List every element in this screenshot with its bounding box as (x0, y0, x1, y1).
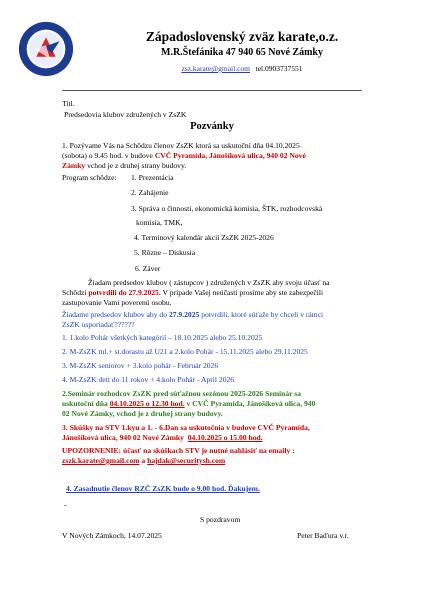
seminar-line-1: 2.Seminár rozhodcov ZsZK pred súťažnou sezónou 2025-2026 Seminár sa (62, 389, 302, 398)
header-divider (62, 90, 362, 91)
organization-contact (122, 64, 362, 73)
exam-line-1: 3. Skúšky na STV 1.kyu a 1. - 6.Dan sa uskutočnia v budove CVČ Pyramída, (62, 423, 310, 432)
program-item: 3. Správa o činnosti, ekonomická komisia, ŠTK, rozhodcovská (131, 204, 323, 213)
events-request-line-1: Žiadame predsedov klubov aby do 27.9.2025 potvrdili, ktoré súťaže by chceli v rámci (62, 310, 324, 319)
contact-phone: tel.0903737551 (255, 64, 303, 73)
program-item: 1. Prezentácia (131, 173, 174, 182)
intro-line-1: 1. Pozývame Vás na Schôdzu členov ZsZK ktorá sa uskutoční dňa 04.10.2025 (62, 141, 300, 150)
organization-address: M.R.Štefánika 47 940 65 Nové Zámky (161, 47, 323, 58)
program-item: 5. Rôzne – Diskusia (134, 248, 196, 257)
organization-logo (17, 20, 75, 78)
request-line-3: zastupovanie Vami poverenú osobu. (62, 298, 172, 307)
notice-line-2: zszk.karate@gmail.com a hajdak@securitysh.com (62, 456, 226, 465)
event-item: 2. M-ZsZK ml.+ st.dorastu až U21 a 2.kolo Pohár - 15.11.2025 alebo 29.11.2025 (62, 347, 308, 356)
notice-email-link-1[interactable]: zszk.karate@gmail.com (62, 456, 140, 465)
event-item: 1. 1.kolo Pohár všetkých kategórií – 18.10.2025 alebo 25.10.2025 (62, 333, 263, 342)
recipient-line: Predsedovia klubov združených v ZsZK (64, 110, 187, 119)
request-line-1: Žiadam predsedov klubov ( zástupcov ) združených v ZsZK aby svoju účasť na (88, 278, 330, 287)
request-line-2: Schôdzi potvrdili do 27.9.2025. V prípade Vašej neúčasti prosíme aby ste zabezpečili (62, 288, 324, 297)
venue-highlight: CVČ Pyramída, Jánošíková ulica, 940 02 Nové (154, 151, 306, 160)
intro-line-2: (sobota) o 9.45 hod. v budove CVČ Pyramída, Jánošíková ulica, 940 02 Nové (62, 151, 306, 160)
program-item: 6. Záver (135, 264, 161, 273)
closing-greeting: S pozdravom (200, 515, 241, 524)
event-item: 3. M-ZsZK seniorov + 3.kolo pohár - Február 2026 (62, 361, 219, 370)
dash-mark: - (64, 500, 67, 509)
seminar-line-2: uskutoční dňa 04.10.2025 o 12.30 hod. v CVČ Pyramída, Jánošíková ulica, 940 (62, 399, 316, 408)
document-title: Pozvánky (190, 121, 234, 132)
contact-email-link[interactable]: zsz.karate@gmail.com (181, 64, 251, 73)
events-request-line-2: ZsZK usporiadať?????? (62, 320, 135, 329)
confirm-deadline: potvrdili do 27.9.2025. (88, 288, 161, 297)
notice-email-link-2[interactable]: hajdak@securitysh.com (147, 456, 226, 465)
event-item: 4. M-ZsZK deti do 11 rokov + 4.kolo Pohár - April 2026 (62, 375, 235, 384)
organization-name: Západoslovenský zväz karate,o.z. (145, 29, 339, 44)
program-item-continuation: komisia, TMK, (136, 218, 183, 227)
seminar-line-3: 02 Nové Zámky, vchod je z druhej strany budovy. (62, 409, 223, 418)
salutation: Titl. (62, 99, 75, 108)
exam-line-2: Jánošíková ulica, 940 02 Nové Zámky 04.10.2025 o 15.00 hod. (62, 433, 263, 442)
program-item: 2. Zahájenie (131, 188, 169, 197)
place-date: V Nových Zámkoch, 14.07.2025 (62, 531, 162, 540)
program-label: Program schôdze: (62, 173, 117, 182)
notice-line-1: UPOZORNENIE: účasť na skúškach STV je nutné nahlásiť na emaily : (62, 446, 295, 455)
intro-line-3: Zámky vchod je z druhej strany budovy. (62, 161, 187, 170)
program-item: 4. Terminový kalendár akcií ZsZK 2025-2026 (134, 233, 274, 242)
meeting-line: 4. Zasadnutie členov RZČ ZsZK bude o 9.00 hod. Ďakujem. (66, 484, 260, 493)
signature: Peter Baďura v.r. (297, 531, 349, 540)
